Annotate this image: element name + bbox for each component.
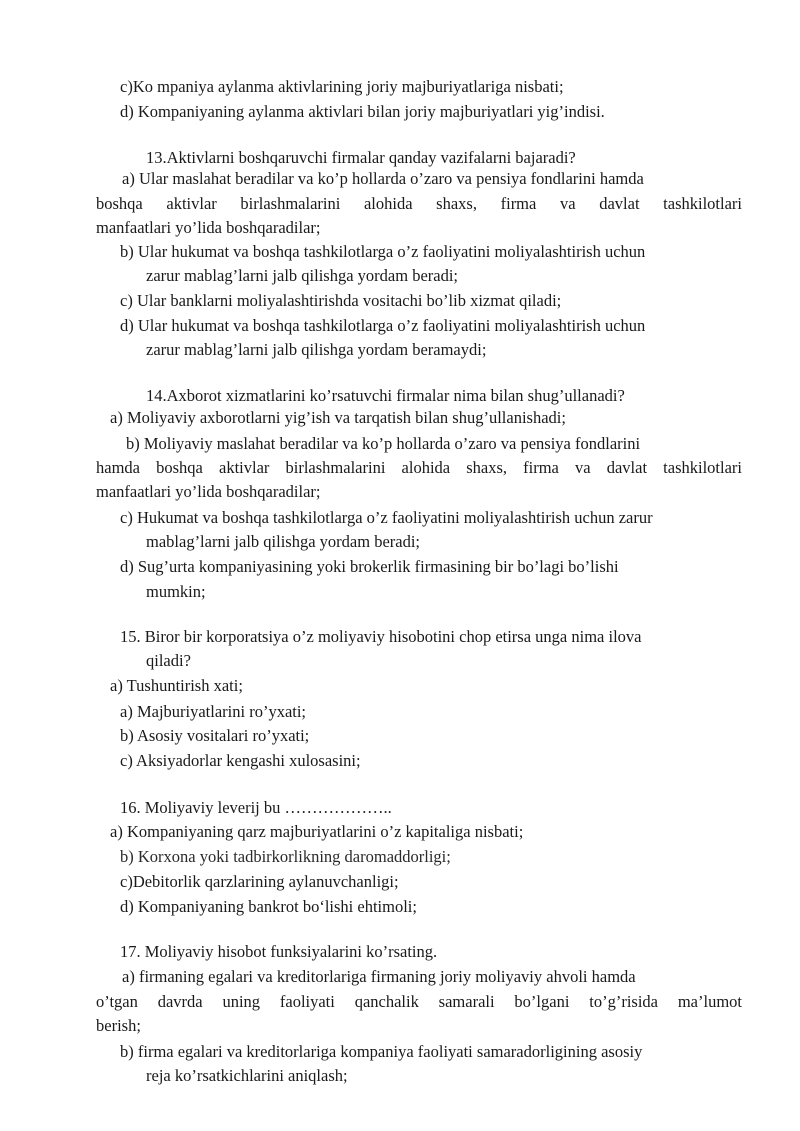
question-14: 14.Axborot xizmatlarini ko’rsatuvchi firmalar nima bilan shug’ullanadi?	[146, 386, 625, 405]
q16-option-d: d) Kompaniyaning bankrot bo‘lishi ehtimoli;	[120, 897, 417, 916]
q17-option-b-line1: b) firma egalari va kreditorlariga kompaniya faoliyati samaradorligining asosiy	[120, 1042, 643, 1061]
q14-option-b-line3: manfaatlari yo’lida boshqaradilar;	[96, 482, 321, 501]
q14-option-b-line1: b) Moliyaviy maslahat beradilar va ko’p hollarda o’zaro va pensiya fondlarini	[126, 434, 641, 453]
q13-option-b-line1: b) Ular hukumat va boshqa tashkilotlarga o’z faoliyatini moliyalashtirish uchun	[120, 242, 646, 261]
q15-option-b: b) Asosiy vositalari ro’yxati;	[120, 726, 310, 745]
q14-option-b-line2: hamda boshqa aktivlar birlashmalarini alohida shaxs, firma va davlat tashkilotlari	[96, 458, 742, 477]
q14-option-d-line2: mumkin;	[146, 582, 206, 601]
option-c: c)Ko mpaniya aylanma aktivlarining joriy majburiyatlariga nisbati;	[120, 77, 564, 96]
q16-option-b: b) Korxona yoki tadbirkorlikning daromaddorligi;	[120, 847, 451, 866]
q17-option-a-line1: a) firmaning egalari va kreditorlariga firmaning joriy moliyaviy ahvoli hamda	[122, 967, 636, 986]
q13-option-d-line1: d) Ular hukumat va boshqa tashkilotlarga o’z faoliyatini moliyalashtirish uchun	[120, 316, 646, 335]
option-d: d) Kompaniyaning aylanma aktivlari bilan joriy majburiyatlari yig’indisi.	[120, 102, 605, 121]
q17-option-a-line3: berish;	[96, 1016, 141, 1035]
question-15-line1: 15. Biror bir korporatsiya o’z moliyaviy hisobotini chop etirsa unga nima ilova	[120, 627, 642, 646]
q15-option-c: c) Aksiyadorlar kengashi xulosasini;	[120, 751, 361, 770]
q13-option-b-line2: zarur mablag’larni jalb qilishga yordam beradi;	[146, 266, 459, 285]
q13-option-a-line1: a) Ular maslahat beradilar va ko’p hollarda o’zaro va pensiya fondlarini hamda	[122, 169, 644, 188]
q13-option-d-line2: zarur mablag’larni jalb qilishga yordam beramaydi;	[146, 340, 487, 359]
q13-option-a-line2: boshqa aktivlar birlashmalarini alohida shaxs, firma va davlat tashkilotlari	[96, 194, 742, 213]
q14-option-d-line1: d) Sug’urta kompaniyasining yoki brokerlik firmasining bir bo’lagi bo’lishi	[120, 557, 619, 576]
question-15-line2: qiladi?	[146, 651, 191, 670]
q13-option-c: c) Ular banklarni moliyalashtirishda vositachi bo’lib xizmat qiladi;	[120, 291, 562, 310]
question-16: 16. Moliyaviy leverij bu ………………..	[120, 798, 392, 817]
q14-option-c-line1: c) Hukumat va boshqa tashkilotlarga o’z faoliyatini moliyalashtirish uchun zarur	[120, 508, 653, 527]
q17-option-b-line2: reja ko’rsatkichlarini aniqlash;	[146, 1066, 348, 1085]
q16-option-a: a) Kompaniyaning qarz majburiyatlarini o’z kapitaliga nisbati;	[110, 822, 524, 841]
q15-option-a: a) Majburiyatlarini ro’yxati;	[120, 702, 307, 721]
q17-option-a-line2: o’tgan davrda uning faoliyati qanchalik samarali bo’lgani to’g’risida ma’lumot	[96, 992, 742, 1011]
question-13: 13.Aktivlarni boshqaruvchi firmalar qanday vazifalarni bajaradi?	[146, 148, 576, 167]
q13-option-a-line3: manfaatlari yo’lida boshqaradilar;	[96, 218, 321, 237]
q14-option-c-line2: mablag’larni jalb qilishga yordam beradi;	[146, 532, 420, 551]
q16-option-c: c)Debitorlik qarzlarining aylanuvchanligi;	[120, 872, 399, 891]
question-17: 17. Moliyaviy hisobot funksiyalarini ko’rsating.	[120, 942, 438, 961]
q15-option-a0: a) Tushuntirish xati;	[110, 676, 243, 695]
q14-option-a: a) Moliyaviy axborotlarni yig’ish va tarqatish bilan shug’ullanishadi;	[110, 408, 566, 427]
